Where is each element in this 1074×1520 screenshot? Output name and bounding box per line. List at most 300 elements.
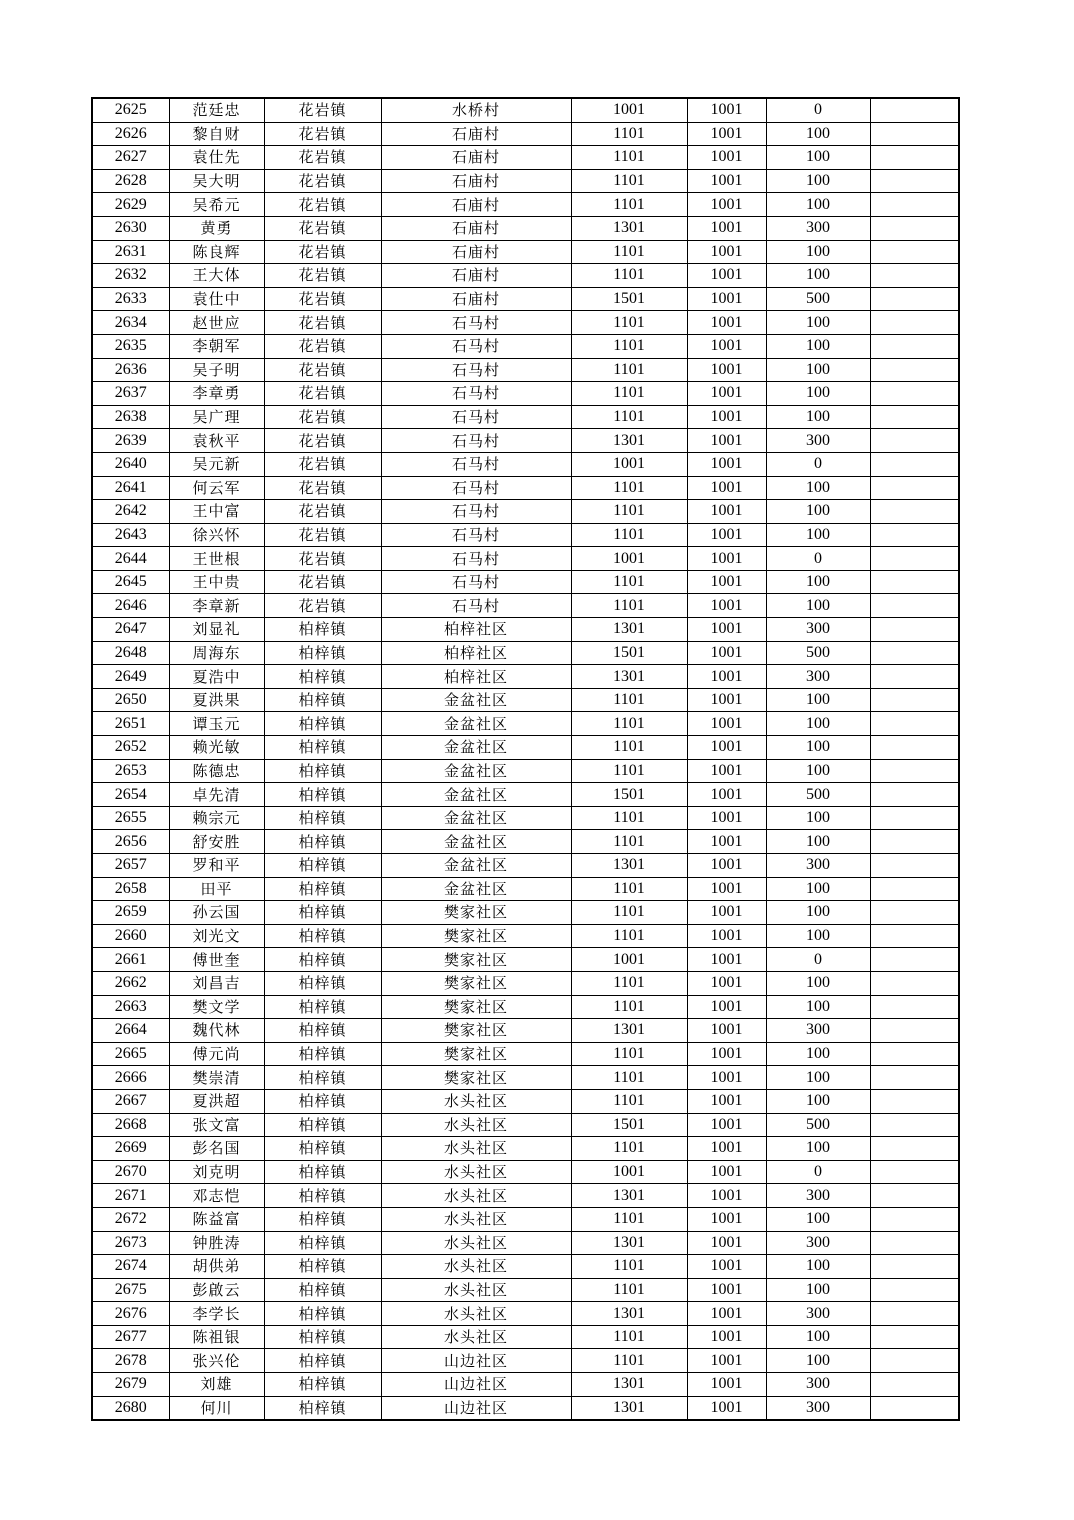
- value-a-cell: 1301: [571, 1396, 687, 1420]
- remark-cell: [870, 405, 959, 429]
- serial-number-cell: 2641: [92, 476, 169, 500]
- table-row: [92, 98, 959, 122]
- difference-cell: 100: [766, 1089, 870, 1113]
- town-cell: 柏梓镇: [264, 806, 381, 830]
- serial-number-cell: 2628: [92, 169, 169, 193]
- name-cell: 赵世应: [169, 311, 264, 335]
- table-row: [92, 948, 959, 972]
- serial-number-cell: 2651: [92, 712, 169, 736]
- village-cell: 樊家社区: [381, 1066, 571, 1090]
- name-cell: 黎自财: [169, 122, 264, 146]
- remark-cell: [870, 1089, 959, 1113]
- value-b-cell: 1001: [687, 1255, 766, 1279]
- remark-cell: [870, 688, 959, 712]
- value-a-cell: 1101: [571, 1255, 687, 1279]
- difference-cell: 100: [766, 382, 870, 406]
- name-cell: 彭啟云: [169, 1278, 264, 1302]
- difference-cell: 0: [766, 98, 870, 122]
- difference-cell: 100: [766, 405, 870, 429]
- remark-cell: [870, 264, 959, 288]
- remark-cell: [870, 806, 959, 830]
- name-cell: 彭名国: [169, 1137, 264, 1161]
- town-cell: 花岩镇: [264, 240, 381, 264]
- difference-cell: 100: [766, 193, 870, 217]
- town-cell: 花岩镇: [264, 169, 381, 193]
- town-cell: 柏梓镇: [264, 1089, 381, 1113]
- name-cell: 李学长: [169, 1302, 264, 1326]
- table-row: [92, 1160, 959, 1184]
- table-row: [92, 1255, 959, 1279]
- value-b-cell: 1001: [687, 358, 766, 382]
- village-cell: 石马村: [381, 570, 571, 594]
- value-a-cell: 1101: [571, 877, 687, 901]
- difference-cell: 100: [766, 688, 870, 712]
- remark-cell: [870, 1137, 959, 1161]
- value-b-cell: 1001: [687, 523, 766, 547]
- value-a-cell: 1101: [571, 382, 687, 406]
- table-row: [92, 476, 959, 500]
- village-cell: 石马村: [381, 476, 571, 500]
- value-b-cell: 1001: [687, 287, 766, 311]
- village-cell: 石马村: [381, 382, 571, 406]
- village-cell: 水头社区: [381, 1325, 571, 1349]
- table-row: [92, 193, 959, 217]
- name-cell: 陈德忠: [169, 759, 264, 783]
- table-row: [92, 1089, 959, 1113]
- village-cell: 樊家社区: [381, 948, 571, 972]
- value-b-cell: 1001: [687, 736, 766, 760]
- serial-number-cell: 2655: [92, 806, 169, 830]
- name-cell: 傅世奎: [169, 948, 264, 972]
- table-row: [92, 216, 959, 240]
- difference-cell: 500: [766, 783, 870, 807]
- table-row: [92, 169, 959, 193]
- difference-cell: 100: [766, 971, 870, 995]
- table-row: [92, 877, 959, 901]
- town-cell: 柏梓镇: [264, 1184, 381, 1208]
- remark-cell: [870, 1396, 959, 1420]
- serial-number-cell: 2670: [92, 1160, 169, 1184]
- table-row: [92, 1066, 959, 1090]
- village-cell: 樊家社区: [381, 901, 571, 925]
- remark-cell: [870, 1066, 959, 1090]
- value-b-cell: 1001: [687, 382, 766, 406]
- value-a-cell: 1001: [571, 1160, 687, 1184]
- value-b-cell: 1001: [687, 146, 766, 170]
- value-a-cell: 1101: [571, 995, 687, 1019]
- village-cell: 石庙村: [381, 193, 571, 217]
- serial-number-cell: 2630: [92, 216, 169, 240]
- town-cell: 柏梓镇: [264, 1207, 381, 1231]
- value-a-cell: 1101: [571, 594, 687, 618]
- value-b-cell: 1001: [687, 1231, 766, 1255]
- value-b-cell: 1001: [687, 169, 766, 193]
- town-cell: 柏梓镇: [264, 1113, 381, 1137]
- value-a-cell: 1301: [571, 1019, 687, 1043]
- value-b-cell: 1001: [687, 1325, 766, 1349]
- town-cell: 柏梓镇: [264, 641, 381, 665]
- table-row: [92, 783, 959, 807]
- remark-cell: [870, 1255, 959, 1279]
- value-a-cell: 1301: [571, 1231, 687, 1255]
- name-cell: 李朝军: [169, 334, 264, 358]
- value-a-cell: 1101: [571, 1278, 687, 1302]
- town-cell: 柏梓镇: [264, 618, 381, 642]
- value-a-cell: 1101: [571, 523, 687, 547]
- table-row: [92, 854, 959, 878]
- remark-cell: [870, 783, 959, 807]
- table-row: [92, 618, 959, 642]
- value-a-cell: 1301: [571, 665, 687, 689]
- difference-cell: 100: [766, 1207, 870, 1231]
- difference-cell: 100: [766, 830, 870, 854]
- name-cell: 刘昌吉: [169, 971, 264, 995]
- village-cell: 金盆社区: [381, 688, 571, 712]
- serial-number-cell: 2625: [92, 98, 169, 122]
- remark-cell: [870, 547, 959, 571]
- serial-number-cell: 2663: [92, 995, 169, 1019]
- town-cell: 柏梓镇: [264, 665, 381, 689]
- serial-number-cell: 2673: [92, 1231, 169, 1255]
- village-cell: 石庙村: [381, 264, 571, 288]
- value-a-cell: 1101: [571, 712, 687, 736]
- table-row: [92, 146, 959, 170]
- village-cell: 石庙村: [381, 240, 571, 264]
- name-cell: 谭玉元: [169, 712, 264, 736]
- town-cell: 柏梓镇: [264, 783, 381, 807]
- value-a-cell: 1301: [571, 1302, 687, 1326]
- village-cell: 水头社区: [381, 1302, 571, 1326]
- village-cell: 山边社区: [381, 1396, 571, 1420]
- table-row: [92, 688, 959, 712]
- table-row: [92, 287, 959, 311]
- remark-cell: [870, 1160, 959, 1184]
- value-b-cell: 1001: [687, 948, 766, 972]
- name-cell: 赖光敏: [169, 736, 264, 760]
- serial-number-cell: 2665: [92, 1042, 169, 1066]
- village-cell: 樊家社区: [381, 924, 571, 948]
- value-b-cell: 1001: [687, 1019, 766, 1043]
- difference-cell: 500: [766, 641, 870, 665]
- value-b-cell: 1001: [687, 1113, 766, 1137]
- town-cell: 柏梓镇: [264, 1231, 381, 1255]
- remark-cell: [870, 712, 959, 736]
- value-b-cell: 1001: [687, 1207, 766, 1231]
- remark-cell: [870, 736, 959, 760]
- value-b-cell: 1001: [687, 806, 766, 830]
- difference-cell: 100: [766, 311, 870, 335]
- name-cell: 吴广理: [169, 405, 264, 429]
- value-b-cell: 1001: [687, 1042, 766, 1066]
- name-cell: 刘显礼: [169, 618, 264, 642]
- value-b-cell: 1001: [687, 759, 766, 783]
- village-cell: 水头社区: [381, 1137, 571, 1161]
- name-cell: 刘雄: [169, 1373, 264, 1397]
- village-cell: 水头社区: [381, 1113, 571, 1137]
- village-cell: 柏梓社区: [381, 641, 571, 665]
- table-row: [92, 759, 959, 783]
- village-cell: 水头社区: [381, 1255, 571, 1279]
- difference-cell: 100: [766, 712, 870, 736]
- name-cell: 袁仕中: [169, 287, 264, 311]
- village-cell: 石马村: [381, 547, 571, 571]
- name-cell: 樊文学: [169, 995, 264, 1019]
- value-b-cell: 1001: [687, 193, 766, 217]
- village-cell: 水头社区: [381, 1184, 571, 1208]
- serial-number-cell: 2668: [92, 1113, 169, 1137]
- table-row: [92, 547, 959, 571]
- name-cell: 夏浩中: [169, 665, 264, 689]
- value-a-cell: 1101: [571, 830, 687, 854]
- value-a-cell: 1001: [571, 547, 687, 571]
- town-cell: 花岩镇: [264, 452, 381, 476]
- town-cell: 花岩镇: [264, 216, 381, 240]
- serial-number-cell: 2675: [92, 1278, 169, 1302]
- value-b-cell: 1001: [687, 1278, 766, 1302]
- value-a-cell: 1501: [571, 287, 687, 311]
- difference-cell: 300: [766, 665, 870, 689]
- table-row: [92, 712, 959, 736]
- serial-number-cell: 2662: [92, 971, 169, 995]
- value-a-cell: 1001: [571, 948, 687, 972]
- remark-cell: [870, 452, 959, 476]
- name-cell: 刘克明: [169, 1160, 264, 1184]
- remark-cell: [870, 98, 959, 122]
- village-cell: 金盆社区: [381, 736, 571, 760]
- name-cell: 孙云国: [169, 901, 264, 925]
- remark-cell: [870, 122, 959, 146]
- remark-cell: [870, 665, 959, 689]
- table-row: [92, 736, 959, 760]
- value-a-cell: 1501: [571, 783, 687, 807]
- value-a-cell: 1101: [571, 169, 687, 193]
- name-cell: 何云军: [169, 476, 264, 500]
- table-row: [92, 452, 959, 476]
- village-cell: 樊家社区: [381, 971, 571, 995]
- table-row: [92, 500, 959, 524]
- town-cell: 花岩镇: [264, 405, 381, 429]
- difference-cell: 100: [766, 924, 870, 948]
- difference-cell: 300: [766, 1302, 870, 1326]
- value-a-cell: 1101: [571, 570, 687, 594]
- serial-number-cell: 2637: [92, 382, 169, 406]
- village-cell: 金盆社区: [381, 877, 571, 901]
- table-row: [92, 358, 959, 382]
- serial-number-cell: 2672: [92, 1207, 169, 1231]
- name-cell: 王中贵: [169, 570, 264, 594]
- town-cell: 柏梓镇: [264, 1066, 381, 1090]
- serial-number-cell: 2640: [92, 452, 169, 476]
- remark-cell: [870, 146, 959, 170]
- name-cell: 陈良辉: [169, 240, 264, 264]
- value-b-cell: 1001: [687, 688, 766, 712]
- name-cell: 邓志恺: [169, 1184, 264, 1208]
- serial-number-cell: 2654: [92, 783, 169, 807]
- difference-cell: 100: [766, 500, 870, 524]
- town-cell: 花岩镇: [264, 193, 381, 217]
- table-row: [92, 1302, 959, 1326]
- value-a-cell: 1101: [571, 311, 687, 335]
- value-b-cell: 1001: [687, 830, 766, 854]
- value-a-cell: 1101: [571, 901, 687, 925]
- value-a-cell: 1101: [571, 1089, 687, 1113]
- value-b-cell: 1001: [687, 995, 766, 1019]
- table-row: [92, 901, 959, 925]
- remark-cell: [870, 901, 959, 925]
- serial-number-cell: 2679: [92, 1373, 169, 1397]
- town-cell: 花岩镇: [264, 500, 381, 524]
- value-a-cell: 1101: [571, 193, 687, 217]
- serial-number-cell: 2653: [92, 759, 169, 783]
- value-a-cell: 1101: [571, 264, 687, 288]
- village-cell: 金盆社区: [381, 783, 571, 807]
- village-cell: 石马村: [381, 311, 571, 335]
- difference-cell: 100: [766, 1349, 870, 1373]
- value-b-cell: 1001: [687, 452, 766, 476]
- name-cell: 刘光文: [169, 924, 264, 948]
- name-cell: 张兴伦: [169, 1349, 264, 1373]
- value-a-cell: 1301: [571, 1184, 687, 1208]
- serial-number-cell: 2658: [92, 877, 169, 901]
- town-cell: 花岩镇: [264, 382, 381, 406]
- town-cell: 柏梓镇: [264, 1255, 381, 1279]
- town-cell: 柏梓镇: [264, 877, 381, 901]
- remark-cell: [870, 429, 959, 453]
- town-cell: 柏梓镇: [264, 948, 381, 972]
- serial-number-cell: 2639: [92, 429, 169, 453]
- difference-cell: 100: [766, 759, 870, 783]
- difference-cell: 100: [766, 1042, 870, 1066]
- remark-cell: [870, 1325, 959, 1349]
- serial-number-cell: 2664: [92, 1019, 169, 1043]
- value-a-cell: 1101: [571, 759, 687, 783]
- remark-cell: [870, 924, 959, 948]
- table-row: [92, 240, 959, 264]
- serial-number-cell: 2632: [92, 264, 169, 288]
- table-row: [92, 429, 959, 453]
- value-a-cell: 1101: [571, 1042, 687, 1066]
- remark-cell: [870, 1302, 959, 1326]
- difference-cell: 0: [766, 1160, 870, 1184]
- village-cell: 樊家社区: [381, 995, 571, 1019]
- remark-cell: [870, 334, 959, 358]
- serial-number-cell: 2638: [92, 405, 169, 429]
- table-row: [92, 1019, 959, 1043]
- remark-cell: [870, 1231, 959, 1255]
- difference-cell: 100: [766, 901, 870, 925]
- difference-cell: 100: [766, 1255, 870, 1279]
- village-cell: 金盆社区: [381, 712, 571, 736]
- table-row: [92, 523, 959, 547]
- data-table: [91, 97, 960, 1421]
- town-cell: 花岩镇: [264, 311, 381, 335]
- name-cell: 吴元新: [169, 452, 264, 476]
- value-b-cell: 1001: [687, 1160, 766, 1184]
- remark-cell: [870, 1042, 959, 1066]
- difference-cell: 300: [766, 1231, 870, 1255]
- value-b-cell: 1001: [687, 264, 766, 288]
- serial-number-cell: 2667: [92, 1089, 169, 1113]
- serial-number-cell: 2648: [92, 641, 169, 665]
- value-b-cell: 1001: [687, 924, 766, 948]
- remark-cell: [870, 1278, 959, 1302]
- difference-cell: 300: [766, 429, 870, 453]
- remark-cell: [870, 854, 959, 878]
- serial-number-cell: 2644: [92, 547, 169, 571]
- name-cell: 傅元尚: [169, 1042, 264, 1066]
- difference-cell: 300: [766, 1019, 870, 1043]
- value-a-cell: 1101: [571, 971, 687, 995]
- serial-number-cell: 2636: [92, 358, 169, 382]
- value-a-cell: 1301: [571, 429, 687, 453]
- remark-cell: [870, 948, 959, 972]
- village-cell: 石马村: [381, 500, 571, 524]
- village-cell: 山边社区: [381, 1349, 571, 1373]
- serial-number-cell: 2629: [92, 193, 169, 217]
- value-a-cell: 1101: [571, 146, 687, 170]
- remark-cell: [870, 971, 959, 995]
- name-cell: 王世根: [169, 547, 264, 571]
- table-row: [92, 665, 959, 689]
- remark-cell: [870, 641, 959, 665]
- value-b-cell: 1001: [687, 1373, 766, 1397]
- village-cell: 水头社区: [381, 1231, 571, 1255]
- serial-number-cell: 2674: [92, 1255, 169, 1279]
- serial-number-cell: 2676: [92, 1302, 169, 1326]
- difference-cell: 500: [766, 287, 870, 311]
- serial-number-cell: 2650: [92, 688, 169, 712]
- town-cell: 花岩镇: [264, 334, 381, 358]
- town-cell: 花岩镇: [264, 547, 381, 571]
- value-b-cell: 1001: [687, 1396, 766, 1420]
- remark-cell: [870, 594, 959, 618]
- difference-cell: 100: [766, 169, 870, 193]
- village-cell: 石马村: [381, 594, 571, 618]
- value-a-cell: 1101: [571, 1349, 687, 1373]
- value-b-cell: 1001: [687, 641, 766, 665]
- serial-number-cell: 2669: [92, 1137, 169, 1161]
- name-cell: 陈祖银: [169, 1325, 264, 1349]
- value-b-cell: 1001: [687, 1089, 766, 1113]
- difference-cell: 100: [766, 806, 870, 830]
- town-cell: 花岩镇: [264, 264, 381, 288]
- town-cell: 花岩镇: [264, 98, 381, 122]
- value-b-cell: 1001: [687, 98, 766, 122]
- difference-cell: 100: [766, 570, 870, 594]
- town-cell: 柏梓镇: [264, 830, 381, 854]
- remark-cell: [870, 1373, 959, 1397]
- town-cell: 柏梓镇: [264, 1137, 381, 1161]
- value-b-cell: 1001: [687, 334, 766, 358]
- town-cell: 花岩镇: [264, 523, 381, 547]
- serial-number-cell: 2660: [92, 924, 169, 948]
- town-cell: 柏梓镇: [264, 1349, 381, 1373]
- value-a-cell: 1501: [571, 1113, 687, 1137]
- village-cell: 水头社区: [381, 1160, 571, 1184]
- difference-cell: 100: [766, 146, 870, 170]
- remark-cell: [870, 1184, 959, 1208]
- remark-cell: [870, 240, 959, 264]
- value-b-cell: 1001: [687, 429, 766, 453]
- table-row: [92, 995, 959, 1019]
- value-a-cell: 1501: [571, 641, 687, 665]
- name-cell: 袁秋平: [169, 429, 264, 453]
- table-row: [92, 1231, 959, 1255]
- value-a-cell: 1001: [571, 452, 687, 476]
- serial-number-cell: 2659: [92, 901, 169, 925]
- difference-cell: 100: [766, 122, 870, 146]
- value-b-cell: 1001: [687, 311, 766, 335]
